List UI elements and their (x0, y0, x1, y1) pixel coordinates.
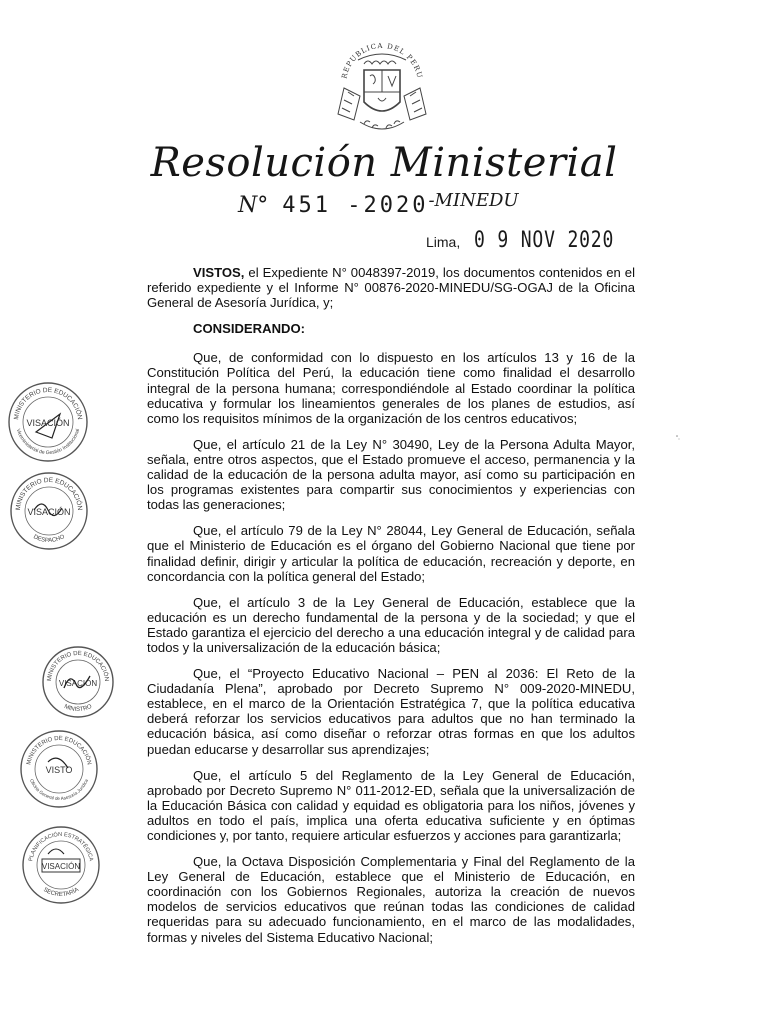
vistos-label: VISTOS, (193, 265, 245, 280)
peru-coat-of-arms-emblem (324, 40, 440, 140)
seal-2-center-text: VISACIÓN (27, 507, 71, 517)
document-body (147, 265, 635, 956)
city-label: Lima, (426, 234, 461, 250)
date-stamp: 0 9 NOV 2020 (474, 228, 615, 253)
seal-3-center-text: VISACIÓN (58, 679, 98, 688)
resolution-number (238, 192, 519, 218)
place-date (426, 228, 645, 253)
seal-4-center-text: VISTO (45, 765, 73, 775)
visa-seal-stamp (8, 470, 90, 552)
seal-5-top-text: PLANIFICACIÓN ESTRATÉGICA (28, 831, 94, 862)
seal-2-top-text: MINISTERIO DE EDUCACIÓN (14, 476, 84, 511)
visa-seal-stamp (20, 824, 102, 906)
svg-text:DESPACHO (32, 534, 66, 544)
visa-seal-stamp (40, 644, 116, 720)
number-stamp: 451 -2020 (282, 193, 429, 218)
considerando-paragraph-4: Que, el artículo 3 de la Ley General de Educación, establece que la educación es un derecho fundamental de la persona y de la sociedad; y que el Estado garantiza el ejercicio del derecho a una educación integral y de calidad para todos y la universalización de la educación básica; (147, 594, 635, 655)
seal-3-bottom-text: MINISTRO (63, 703, 93, 713)
number-prefix: N° (238, 193, 269, 218)
seal-1-bottom-text: Viceministerial de Gestión Institucional (14, 428, 82, 457)
considerando-paragraph-7: Que, la Octava Disposición Complementaria y Final del Reglamento de la Ley General de Educación, establece que el Ministerio de Educación, en coordinación con los Gobiernos Regionales, autoriza la creación de nuevos modelos de servicios educativos que reúnan todas las condiciones de calidad requeridas para su adecuado funcionamiento, en el marco de las modalidades, formas y niveles del Sistema Educativo Nacional; (147, 854, 635, 945)
number-suffix: -MINEDU (428, 190, 519, 211)
vistos-paragraph (147, 265, 635, 310)
emblem-text: REPUBLICA DEL PERU (340, 41, 424, 80)
seal-5-bottom-text: SECRETARÍA (42, 886, 80, 899)
seal-1-center-text: VISACIÓN (26, 418, 70, 428)
seal-2-bottom-text: DESPACHO (32, 534, 66, 545)
seal-1-top-text: MINISTERIO DE EDUCACIÓN (13, 386, 83, 421)
vistos-text: el Expediente N° 0048397-2019, los documentos contenidos en el referido expediente y el Informe N° 00876-2020-MINEDU/SG-OGAJ de la Oficina General de Asesoría Jurídica, y; (147, 265, 635, 311)
seal-3-top-text: MINISTERIO DE EDUCACIÓN (46, 650, 110, 682)
seal-4-top-text: MINISTERIO DE EDUCACIÓN (26, 735, 92, 766)
considerando-paragraph-2: Que, el artículo 21 de la Ley N° 30490, Ley de la Persona Adulta Mayor, señala, entre otros aspectos, que el Estado promueve el acceso, permanencia y la calidad de la educación de la persona adulta mayor, así como su participación en los programas existentes para compartir sus conocimientos y experiencias con todas las generaciones; (147, 436, 635, 513)
visa-seal-stamp (18, 728, 100, 810)
seal-4-bottom-text: Oficina General de Asesoría Jurídica (29, 778, 89, 802)
considerando-paragraph-5: Que, el “Proyecto Educativo Nacional – PEN al 2036: El Reto de la Ciudadanía Plena”, aprobado por Decreto Supremo N° 009-2020-MINEDU, establece, en el marco de la Orientación Estratégica 7, que la política educativa deberá reforzar los servicios educativos para adultos que no han terminado la educación básica, así como diseñar o reforzar otras formas en que los adultos puedan educarse y desarrollar sus aprendizajes; (147, 666, 635, 757)
considerando-heading: CONSIDERANDO: (193, 321, 306, 337)
considerando-paragraph-1: Que, de conformidad con lo dispuesto en los artículos 13 y 16 de la Constitución Política del Perú, la educación tiene como finalidad el desarrollo integral de la persona humana; correspondiéndole al Estado coordinar la política educativa y formular los lineamientos generales de los planes de estudios, así como los requisitos mínimos de la organización de los centros educativos; (147, 350, 635, 426)
document-title: Resolución Ministerial (150, 140, 618, 186)
seal-5-center-text: VISACIÓN (41, 862, 81, 871)
scan-speck (674, 428, 682, 436)
svg-text:MINISTRO (63, 704, 93, 713)
visa-seal-stamp (6, 380, 90, 464)
considerando-paragraph-6: Que, el artículo 5 del Reglamento de la Ley General de Educación, aprobado por Decreto Supremo N° 011-2012-ED, señala que la universalización de la Educación Básica con calidad y equidad es obligatoria para los niños, jóvenes y adultos en todo el país, implica una oferta educativa suficiente y en óptimas condiciones y, por tanto, requiere articular esfuerzos y acciones para garantizarla; (147, 767, 635, 843)
considerando-paragraph-3: Que, el artículo 79 de la Ley N° 28044, Ley General de Educación, señala que el Ministerio de Educación es el órgano del Gobierno Nacional que tiene por finalidad definir, dirigir y articular la política de educación, recreación y deporte, en concordancia con la política general del Estado; (147, 523, 635, 584)
